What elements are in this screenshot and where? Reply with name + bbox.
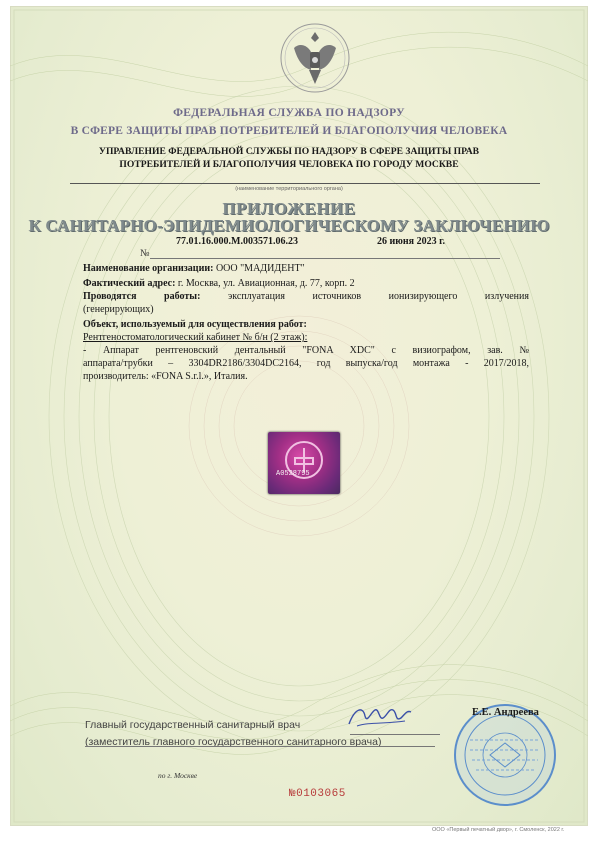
- conclusion-number: 77.01.16.000.М.003571.06.23: [176, 236, 298, 247]
- department-line-2: ПОТРЕБИТЕЛЕЙ И БЛАГОПОЛУЧИЯ ЧЕЛОВЕКА ПО ГОРОДУ МОСКВЕ: [119, 159, 459, 170]
- signatory-position: Главный государственный санитарный врач: [85, 719, 301, 731]
- works-label: Проводятся работы:: [83, 291, 201, 302]
- object-cabinet: Рентгеностоматологический кабинет № б/н (2 этаж):: [83, 332, 308, 343]
- signatory-name: Е.Е. Андреева: [472, 707, 539, 718]
- works-value: эксплуатация источников ионизирующего излучения: [227, 291, 529, 302]
- agency-line-1: ФЕДЕРАЛЬНАЯ СЛУЖБА ПО НАДЗОРУ: [173, 107, 405, 119]
- signatory-position-alt: (заместитель главного государственного санитарного врача): [85, 736, 382, 748]
- object-line-2: аппарата/трубки – 3304DR2186/3304DC2164, год выпуска/год монтажа - 2017/2018,: [83, 358, 529, 369]
- object-line-1: - Аппарат рентгеновский дентальный "FONA XDC" с визиографом, зав. №: [83, 345, 529, 356]
- organization-label: Наименование организации:: [83, 263, 214, 274]
- department-line-1: УПРАВЛЕНИЕ ФЕДЕРАЛЬНОЙ СЛУЖБЫ ПО НАДЗОРУ В СФЕРЕ ЗАЩИТЫ ПРАВ: [98, 146, 480, 157]
- object-line-3: производитель: «FONA S.r.l.», Италия.: [83, 371, 248, 382]
- document-subtitle: К САНИТАРНО-ЭПИДЕМИОЛОГИЧЕСКОМУ ЗАКЛЮЧЕНИЮ: [28, 216, 550, 235]
- number-underline: [150, 258, 500, 259]
- document-title: ПРИЛОЖЕНИЕ: [222, 199, 356, 218]
- security-hologram: [268, 432, 340, 494]
- handwritten-signature: [345, 702, 415, 732]
- address-row: [83, 278, 529, 290]
- conclusion-date: 26 июня 2023 г.: [377, 236, 445, 247]
- coat-of-arms-emblem: [280, 18, 350, 98]
- hologram-number: A0528795: [276, 470, 310, 478]
- city-label: по г. Москве: [158, 771, 198, 780]
- works-value-cont: (генерирующих): [83, 304, 154, 315]
- works-row: [83, 291, 529, 303]
- agency-line-2: В СФЕРЕ ЗАЩИТЫ ПРАВ ПОТРЕБИТЕЛЕЙ И БЛАГОПОЛУЧИЯ ЧЕЛОВЕКА: [70, 125, 508, 137]
- number-sign: №: [140, 248, 150, 259]
- address-label: Фактический адрес:: [83, 278, 176, 289]
- hologram-logo-icon: [268, 432, 340, 494]
- form-serial-number: №0103065: [289, 788, 346, 800]
- organization-value: ООО "МАДИДЕНТ": [215, 263, 305, 274]
- signature-underline: [350, 734, 440, 735]
- organization-row: [83, 263, 529, 275]
- department-underline: [70, 183, 540, 184]
- department-caption: (наименование территориального органа): [235, 186, 343, 192]
- printer-imprint: ООО «Первый печатный двор», г. Смоленск, 2022 г.: [432, 827, 565, 833]
- object-label: Объект, используемый для осуществления работ:: [83, 319, 307, 330]
- position-underline: [85, 746, 435, 747]
- address-value: г. Москва, ул. Авиационная, д. 77, корп. 2: [177, 278, 355, 289]
